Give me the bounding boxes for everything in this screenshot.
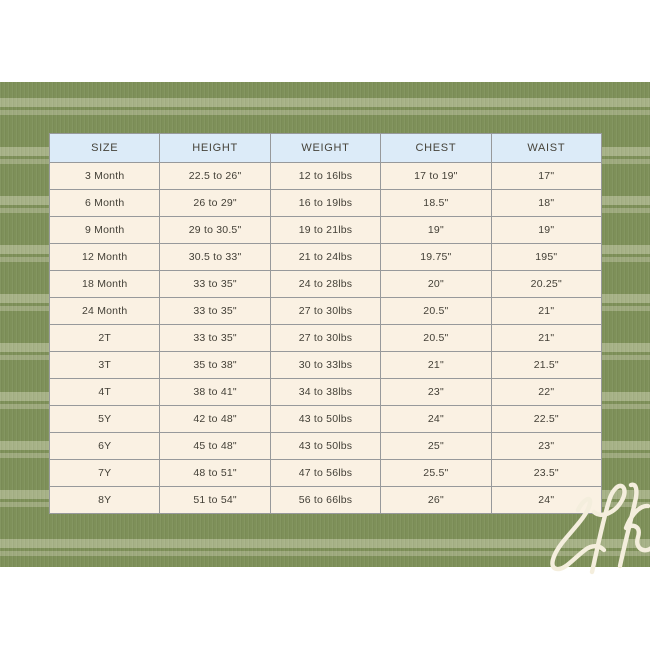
waist-cell: 20.25": [491, 271, 601, 298]
weight-cell: 21 to 24lbs: [270, 244, 380, 271]
weight-cell: 34 to 38lbs: [270, 379, 380, 406]
chest-cell: 25.5": [381, 460, 491, 487]
height-cell: 26 to 29": [160, 190, 270, 217]
waist-cell: 22": [491, 379, 601, 406]
column-header-weight: WEIGHT: [270, 134, 380, 163]
weight-cell: 27 to 30lbs: [270, 298, 380, 325]
size-cell: 3T: [50, 352, 160, 379]
waist-cell: 23.5": [491, 460, 601, 487]
table-row: [50, 244, 602, 271]
chest-cell: 18.5": [381, 190, 491, 217]
waist-cell: 195": [491, 244, 601, 271]
weight-cell: 30 to 33lbs: [270, 352, 380, 379]
height-cell: 22.5 to 26": [160, 163, 270, 190]
chest-cell: 17 to 19": [381, 163, 491, 190]
weight-cell: 19 to 21lbs: [270, 217, 380, 244]
waist-cell: 19": [491, 217, 601, 244]
chest-cell: 20.5": [381, 298, 491, 325]
chest-cell: 23": [381, 379, 491, 406]
size-cell: 3 Month: [50, 163, 160, 190]
waist-cell: 23": [491, 433, 601, 460]
table-row: [50, 325, 602, 352]
table-row: [50, 163, 602, 190]
waist-cell: 24": [491, 487, 601, 514]
height-cell: 51 to 54": [160, 487, 270, 514]
size-table-body: [50, 163, 602, 514]
waist-cell: 18": [491, 190, 601, 217]
weight-cell: 43 to 50lbs: [270, 406, 380, 433]
chest-cell: 24": [381, 406, 491, 433]
weight-cell: 24 to 28lbs: [270, 271, 380, 298]
table-row: [50, 352, 602, 379]
column-header-height: HEIGHT: [160, 134, 270, 163]
size-cell: 4T: [50, 379, 160, 406]
size-chart-table: [49, 133, 602, 514]
weight-cell: 16 to 19lbs: [270, 190, 380, 217]
height-cell: 45 to 48": [160, 433, 270, 460]
column-header-waist: WAIST: [491, 134, 601, 163]
chest-cell: 19": [381, 217, 491, 244]
height-cell: 38 to 41": [160, 379, 270, 406]
column-header-chest: CHEST: [381, 134, 491, 163]
chest-cell: 25": [381, 433, 491, 460]
size-cell: 7Y: [50, 460, 160, 487]
waist-cell: 21": [491, 325, 601, 352]
height-cell: 48 to 51": [160, 460, 270, 487]
size-cell: 2T: [50, 325, 160, 352]
table-row: [50, 379, 602, 406]
height-cell: 33 to 35": [160, 298, 270, 325]
height-cell: 29 to 30.5": [160, 217, 270, 244]
weight-cell: 27 to 30lbs: [270, 325, 380, 352]
weight-cell: 56 to 66lbs: [270, 487, 380, 514]
weight-cell: 12 to 16lbs: [270, 163, 380, 190]
chest-cell: 19.75": [381, 244, 491, 271]
chest-cell: 20": [381, 271, 491, 298]
table-header-row: [50, 134, 602, 163]
height-cell: 42 to 48": [160, 406, 270, 433]
table-row: [50, 487, 602, 514]
chest-cell: 20.5": [381, 325, 491, 352]
table-row: [50, 190, 602, 217]
size-cell: 18 Month: [50, 271, 160, 298]
size-cell: 6Y: [50, 433, 160, 460]
table-row: [50, 433, 602, 460]
size-cell: 6 Month: [50, 190, 160, 217]
table-row: [50, 406, 602, 433]
height-cell: 33 to 35": [160, 325, 270, 352]
chest-cell: 21": [381, 352, 491, 379]
height-cell: 30.5 to 33": [160, 244, 270, 271]
waist-cell: 22.5": [491, 406, 601, 433]
size-cell: 8Y: [50, 487, 160, 514]
height-cell: 35 to 38": [160, 352, 270, 379]
waist-cell: 21": [491, 298, 601, 325]
size-cell: 5Y: [50, 406, 160, 433]
height-cell: 33 to 35": [160, 271, 270, 298]
size-cell: 9 Month: [50, 217, 160, 244]
waist-cell: 21.5": [491, 352, 601, 379]
table-row: [50, 217, 602, 244]
size-cell: 24 Month: [50, 298, 160, 325]
table-row: [50, 298, 602, 325]
weight-cell: 43 to 50lbs: [270, 433, 380, 460]
column-header-size: SIZE: [50, 134, 160, 163]
size-cell: 12 Month: [50, 244, 160, 271]
table-row: [50, 271, 602, 298]
waist-cell: 17": [491, 163, 601, 190]
chest-cell: 26": [381, 487, 491, 514]
table-row: [50, 460, 602, 487]
weight-cell: 47 to 56lbs: [270, 460, 380, 487]
